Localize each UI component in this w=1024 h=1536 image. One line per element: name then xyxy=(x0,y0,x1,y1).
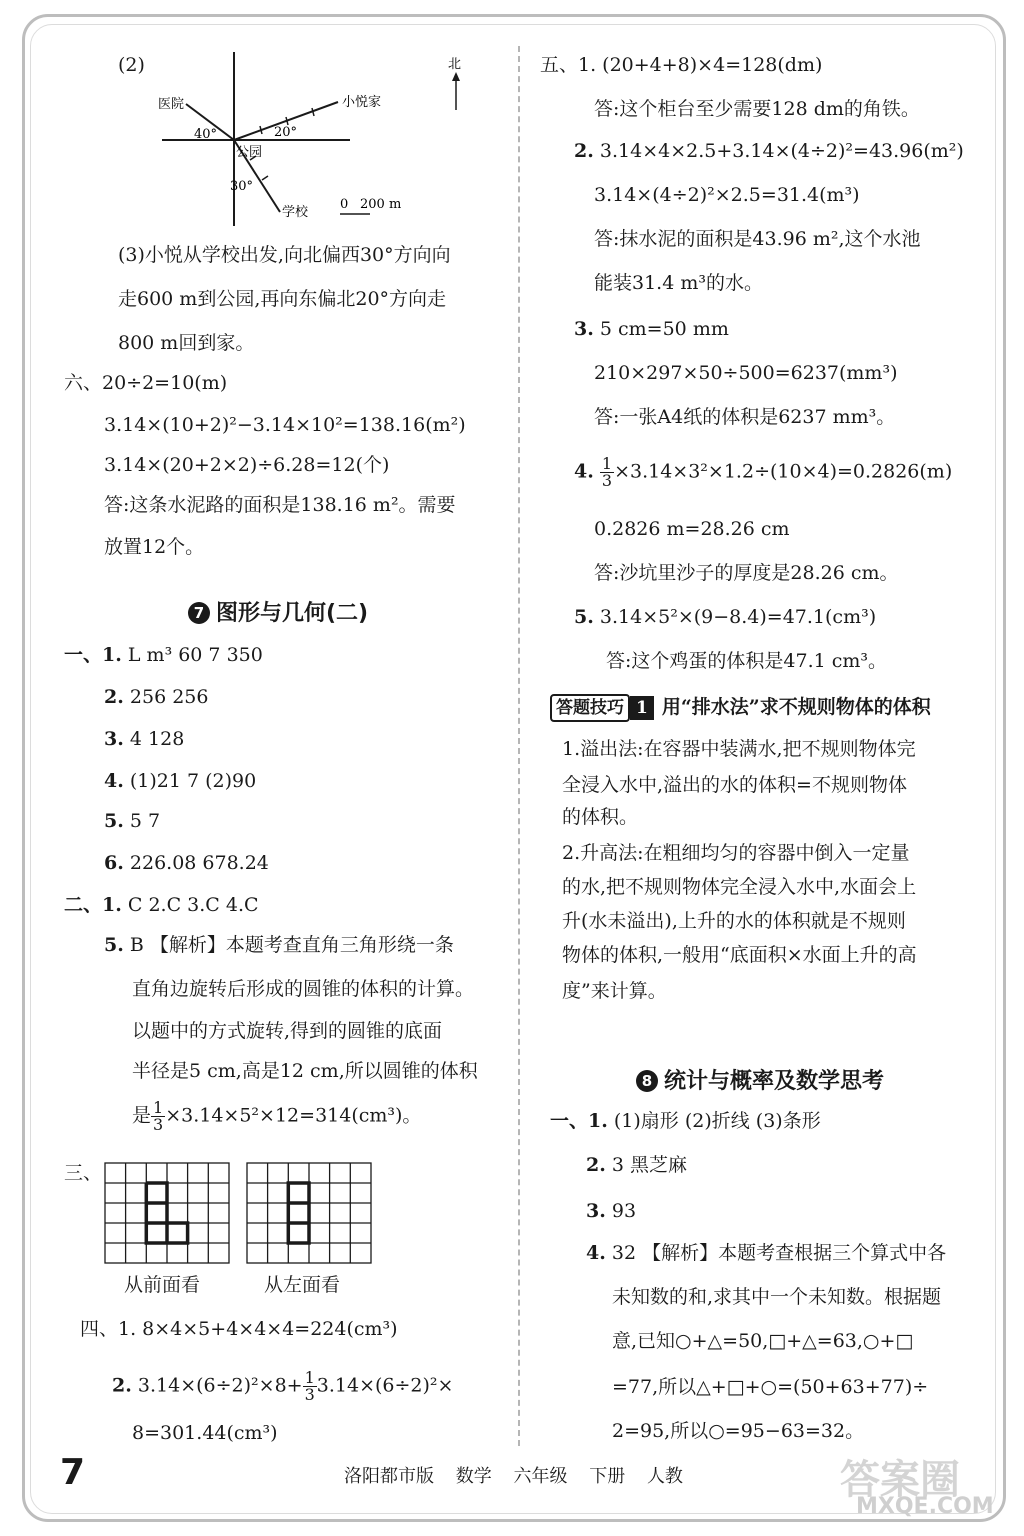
watermark-site: MXQE.COM xyxy=(856,1494,994,1519)
answer-line: 答:这条水泥路的面积是138.16 m²。需要 xyxy=(104,494,456,516)
north-arrowhead-icon xyxy=(452,72,460,81)
tip-line: 的体积。 xyxy=(562,806,639,828)
section-7-heading xyxy=(188,596,368,627)
answer-line: 能装31.4 m³的水。 xyxy=(594,272,763,294)
answer-line: 答:一张A4纸的体积是6237 mm³。 xyxy=(594,406,896,428)
q4-line: 4. (1)21 7 (2)90 xyxy=(104,770,257,792)
front-view-shape xyxy=(146,1183,187,1243)
footer-info: 洛阳都市版 数学 六年级 下册 人教 xyxy=(344,1466,683,1487)
map-angle-30: 30° xyxy=(230,179,254,194)
map-scale-length: 200 m xyxy=(360,197,402,212)
map-label-home: 小悦家 xyxy=(342,95,382,110)
section-4-line: 四、1. 8×4×5+4×4×4=224(cm³) xyxy=(80,1318,398,1340)
tip-line: 物体的体积,一般用“底面积×水面上升的高 xyxy=(562,944,917,966)
tip-line: 度”来计算。 xyxy=(562,980,667,1002)
view-label-front: 从前面看 xyxy=(124,1274,201,1296)
page-number: 7 xyxy=(60,1452,86,1493)
answer-line: 答:抹水泥的面积是43.96 m²,这个水池 xyxy=(594,228,921,250)
w3-line: 3. 5 cm=50 mm xyxy=(574,318,729,340)
calc-line: 8=301.44(cm³) xyxy=(132,1422,278,1444)
w5-line: 5. 3.14×5²×(9−8.4)=47.1(cm³) xyxy=(574,606,877,628)
tip-line: 2.升高法:在粗细均匀的容器中倒入一定量 xyxy=(562,842,910,864)
s4-line: 4. 32 【解析】本题考查根据三个算式中各 xyxy=(586,1242,947,1264)
calc-line: 0.2826 m=28.26 cm xyxy=(594,518,790,540)
map-angle-40: 40° xyxy=(194,127,218,142)
answer-line: 答:沙坑里沙子的厚度是28.26 cm。 xyxy=(594,562,899,584)
column-divider xyxy=(518,46,520,1446)
left-item-2: (2) xyxy=(118,54,145,76)
tip-line: 的水,把不规则物体完全浸入水中,水面会上 xyxy=(562,876,917,898)
q6-line: 6. 226.08 678.24 xyxy=(104,852,269,874)
analysis-line: 意,已知○+△=50,□+△=63,○+□ xyxy=(612,1330,914,1352)
section-8-title: 统计与概率及数学思考 xyxy=(664,1069,885,1094)
map-angle-20: 20° xyxy=(274,125,298,140)
w2-line: 2. 3.14×4×2.5+3.14×(4÷2)²=43.96(m²) xyxy=(574,140,964,162)
analysis-line: 以题中的方式旋转,得到的圆锥的底面 xyxy=(132,1020,443,1042)
tip-line: 全浸入水中,溢出的水的体积=不规则物体 xyxy=(562,774,907,796)
tip-tag: 答题技巧 xyxy=(550,694,630,722)
answer-line: 放置12个。 xyxy=(104,536,205,558)
section-2-line: 二、1. C 2.C 3.C 4.C xyxy=(64,894,259,916)
answer-line: 800 m回到家。 xyxy=(118,332,255,354)
fraction: $\frac{1}{3}$ xyxy=(304,1368,315,1404)
section-3-label: 三、 xyxy=(64,1162,103,1184)
fraction: $\frac{1}{3}$ xyxy=(153,1098,164,1134)
section-8-number: 8 xyxy=(636,1070,658,1092)
tip-number: 1 xyxy=(630,696,654,720)
section-7-title: 图形与几何(二) xyxy=(216,601,369,626)
calc-line: 3.14×(10+2)²−3.14×10²=138.16(m²) xyxy=(104,414,466,436)
map-label-hospital: 医院 xyxy=(158,97,185,112)
answer-line: 走600 m到公园,再向东偏北20°方向走 xyxy=(118,288,447,310)
view-label-left: 从左面看 xyxy=(264,1274,341,1296)
view-grid-left xyxy=(246,1162,372,1264)
map-label-school: 学校 xyxy=(282,205,309,220)
view-grid-front xyxy=(104,1162,230,1264)
section-5-line: 五、1. (20+4+8)×4=128(dm) xyxy=(540,54,823,76)
answer-line: 答:这个柜台至少需要128 dm的角铁。 xyxy=(594,98,920,120)
s2-line: 2. 3 黑芝麻 xyxy=(586,1154,688,1176)
analysis-line: 半径是5 cm,高是12 cm,所以圆锥的体积 xyxy=(132,1060,478,1082)
watermark-logo: 答案圈 xyxy=(840,1457,960,1503)
analysis-line: 直角边旋转后形成的圆锥的体积的计算。 xyxy=(132,978,475,1000)
map-label-park: 公园 xyxy=(236,145,263,160)
tip-title: 用“排水法”求不规则物体的体积 xyxy=(661,696,931,718)
left-view-shape xyxy=(288,1183,309,1243)
q5-line: 5. 5 7 xyxy=(104,810,161,832)
tip-line: 升(水未溢出),上升的水的体积就是不规则 xyxy=(562,910,906,932)
q2-line: 2. 256 256 xyxy=(104,686,209,708)
section-6-line: 六、20÷2=10(m) xyxy=(64,372,228,394)
analysis-line: =77,所以△+□+○=(50+63+77)÷ xyxy=(612,1376,929,1398)
answer-line: (3)小悦从学校出发,向北偏西30°方向向 xyxy=(118,244,451,266)
analysis-line-fraction: 是 $\frac{1}{3}$ ×3.14×5²×12=314(cm³)。 xyxy=(132,1098,422,1134)
section-7-number: 7 xyxy=(188,602,210,624)
calc-line: 3.14×(20+2×2)÷6.28=12(个) xyxy=(104,454,390,476)
q3-line: 3. 4 128 xyxy=(104,728,185,750)
analysis-line: 未知数的和,求其中一个未知数。根据题 xyxy=(612,1286,942,1308)
s1-line: 一、1. (1)扇形 (2)折线 (3)条形 xyxy=(550,1110,821,1132)
analysis-line: 2=95,所以○=95−63=32。 xyxy=(612,1420,865,1442)
direction-map xyxy=(150,48,480,228)
tip-heading xyxy=(550,694,931,722)
section-8-heading xyxy=(636,1064,884,1095)
map-scale-ticks xyxy=(250,108,314,180)
s3-line: 3. 93 xyxy=(586,1200,637,1222)
calc-line: 210×297×50÷500=6237(mm³) xyxy=(594,362,898,384)
map-label-north: 北 xyxy=(448,57,462,72)
fraction: $\frac{1}{3}$ xyxy=(601,454,613,490)
map-scale-zero: 0 xyxy=(340,197,349,212)
tip-line: 1.溢出法:在容器中装满水,把不规则物体完 xyxy=(562,738,916,760)
answer-line: 答:这个鸡蛋的体积是47.1 cm³。 xyxy=(606,650,888,672)
calc-line: 3.14×(4÷2)²×2.5=31.4(m³) xyxy=(594,184,860,206)
q1-line: 一、1. L m³ 60 7 350 xyxy=(64,644,263,666)
er5-line: 5. B 【解析】本题考查直角三角形绕一条 xyxy=(104,934,454,956)
si2-line: 2. 3.14×(6÷2)²×8+ $\frac{1}{3}$ 3.14×(6÷2)²× xyxy=(112,1368,454,1404)
w4-line: 4. $\frac{1}{3}$ ×3.14×3²×1.2÷(10×4)=0.2826(m) xyxy=(574,454,953,490)
